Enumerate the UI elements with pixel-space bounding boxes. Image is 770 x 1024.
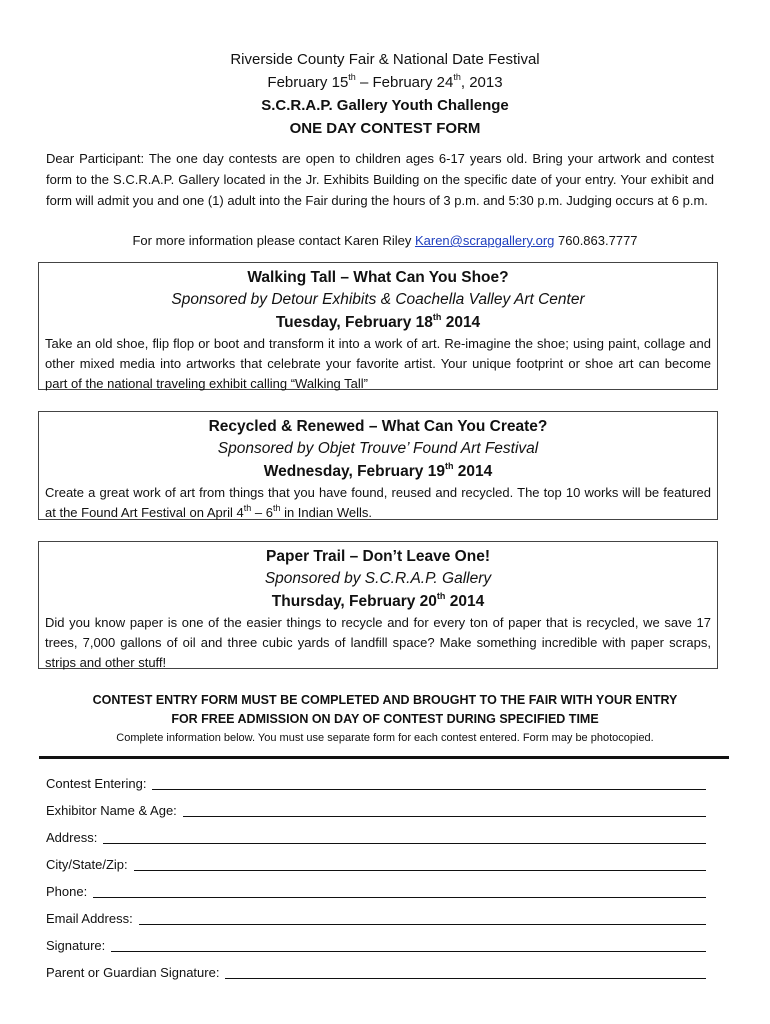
contest-date-text: Wednesday, February 19 <box>263 463 445 480</box>
guardian-signature-field <box>46 959 706 981</box>
contest-description: Did you know paper is one of the easier things to recycle and for every ton of paper that is recycled, we save 17 trees, 7,000 gallons of oil and three cubic yards of landfill space? Make something incredible with paper scraps, strips and other stuff! <box>45 615 711 670</box>
entry-notice <box>0 691 770 747</box>
address-input[interactable] <box>103 827 706 844</box>
contest-box-walking-tall <box>38 262 718 390</box>
field-label: Phone: <box>46 884 88 899</box>
contact-phone: 760.863.7777 <box>554 233 638 248</box>
exhibitor-name-input[interactable] <box>183 800 706 817</box>
contest-description-sup: th <box>243 502 252 513</box>
field-label: City/State/Zip: <box>46 857 128 872</box>
contest-date-year: 2014 <box>445 593 485 610</box>
contest-description-sup: th <box>272 502 281 513</box>
field-label: Signature: <box>46 938 106 953</box>
fair-dates-end: – February 24 <box>355 74 454 91</box>
form-header <box>0 48 770 140</box>
contest-date-text: Thursday, February 20 <box>271 593 437 610</box>
fair-dates-sup: th <box>453 72 461 82</box>
contest-box-paper-trail <box>38 541 718 669</box>
signature-input[interactable] <box>111 935 706 952</box>
contact-prefix: For more information please contact Karen Riley <box>132 233 415 248</box>
contact-email-link[interactable]: Karen@scrapgallery.org <box>414 233 555 248</box>
guardian-signature-input[interactable] <box>225 962 706 979</box>
section-divider <box>39 756 729 759</box>
form-title: ONE DAY CONTEST FORM <box>289 120 481 137</box>
contest-title: Recycled & Renewed – What Can You Create? <box>208 418 548 435</box>
contact-line <box>0 231 770 251</box>
fair-name: Riverside County Fair & National Date Festival <box>230 51 540 68</box>
fair-dates-start: February 15 <box>267 74 349 91</box>
phone-input[interactable] <box>93 881 706 898</box>
contest-sponsor: Sponsored by Objet Trouve’ Found Art Festival <box>217 440 539 457</box>
email-address-field <box>46 905 706 927</box>
contest-sponsor: Sponsored by Detour Exhibits & Coachella Valley Art Center <box>171 291 585 308</box>
notice-line: CONTEST ENTRY FORM MUST BE COMPLETED AND BROUGHT TO THE FAIR WITH YOUR ENTRY <box>92 693 678 707</box>
exhibitor-name-field <box>46 797 706 819</box>
contest-date-text: Tuesday, February 18 <box>275 314 433 331</box>
notice-instructions: Complete information below. You must use separate form for each contest entered. Form may be photocopied. <box>116 732 654 744</box>
fair-dates-year: , 2013 <box>460 74 503 91</box>
fair-dates <box>0 71 770 94</box>
contest-description-part: – 6 <box>251 505 273 520</box>
contest-date-sup: th <box>444 460 454 471</box>
field-label: Address: <box>46 830 98 845</box>
fair-dates-sup: th <box>348 72 356 82</box>
signature-field <box>46 932 706 954</box>
field-label: Contest Entering: <box>46 776 147 791</box>
contest-description <box>45 483 711 523</box>
contest-sponsor: Sponsored by S.C.R.A.P. Gallery <box>264 570 492 587</box>
contest-date <box>45 311 711 334</box>
city-state-zip-input[interactable] <box>134 854 706 871</box>
notice-line: FOR FREE ADMISSION ON DAY OF CONTEST DURING SPECIFIED TIME <box>171 712 599 726</box>
contest-title: Paper Trail – Don’t Leave One! <box>266 548 490 565</box>
contest-date-year: 2014 <box>441 314 481 331</box>
contest-title: Walking Tall – What Can You Shoe? <box>247 269 509 286</box>
field-label: Parent or Guardian Signature: <box>46 965 220 980</box>
contest-date-sup: th <box>436 590 446 601</box>
contest-description-part: Create a great work of art from things that you have found, reused and recycled. The top 10 works will be featured at the Found Art Festival on April 4 <box>45 485 711 520</box>
email-address-input[interactable] <box>139 908 706 925</box>
phone-field <box>46 878 706 900</box>
field-label: Exhibitor Name & Age: <box>46 803 177 818</box>
contest-description: Take an old shoe, flip flop or boot and transform it into a work of art. Re-imagine the shoe; using paint, collage and other mixed media into artworks that celebrate your favorite artist. Your unique footprint or shoe art can become part of the national traveling exhibit calling “Walking Tall” <box>45 336 711 391</box>
city-state-zip-field <box>46 851 706 873</box>
challenge-name: S.C.R.A.P. Gallery Youth Challenge <box>261 97 509 114</box>
contest-date-year: 2014 <box>453 463 493 480</box>
contest-date <box>45 590 711 613</box>
contest-date <box>45 460 711 483</box>
contest-entering-input[interactable] <box>152 773 706 790</box>
contest-entering-field <box>46 770 706 792</box>
field-label: Email Address: <box>46 911 133 926</box>
contest-description-part: in Indian Wells. <box>280 505 372 520</box>
address-field <box>46 824 706 846</box>
intro-paragraph: Dear Participant: The one day contests are open to children ages 6-17 years old. Bring your artwork and contest form to the S.C.R.A.P. Gallery located in the Jr. Exhibits Building on the specific date of your entry. Your exhibit and form will admit you and one (1) adult into the Fair during the hours of 3 p.m. and 5:30 p.m. Judging occurs at 6 p.m. <box>46 151 714 208</box>
contest-date-sup: th <box>432 311 442 322</box>
contest-box-recycled-renewed <box>38 411 718 520</box>
